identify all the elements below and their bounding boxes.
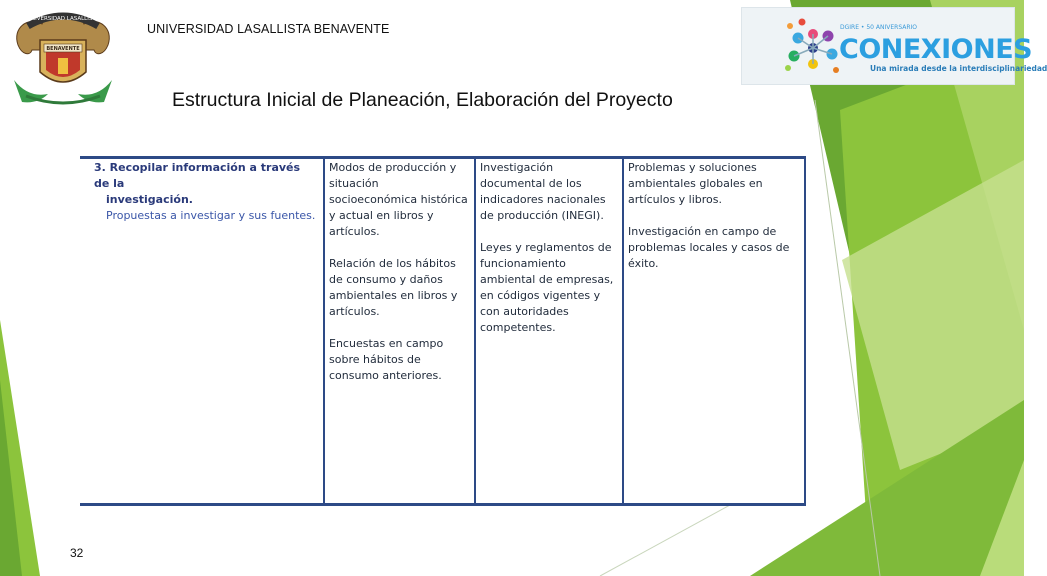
- logo-subtitle: DGIRE • 50 ANIVERSARIO: [840, 24, 918, 31]
- step-heading-line-2: investigación.: [106, 193, 193, 206]
- list-item: Problemas y soluciones ambientales globales en artículos y libros.: [628, 161, 763, 206]
- table-cell-sources-2: [475, 159, 623, 503]
- logo-tagline: Una mirada desde la interdisciplinariedad: [870, 64, 1047, 73]
- list-item: Relación de los hábitos de consumo y daños ambientales en libros y artículos.: [329, 257, 458, 318]
- list-item: Investigación documental de los indicadores nacionales de producción (INEGI).: [480, 161, 606, 222]
- list-item: Encuestas en campo sobre hábitos de consumo anteriores.: [329, 337, 444, 382]
- list-item: Investigación en campo de problemas locales y casos de éxito.: [628, 225, 790, 270]
- crest-banner-text: BENAVENTE: [46, 46, 80, 52]
- institution-name: UNIVERSIDAD LASALLISTA BENAVENTE: [147, 22, 390, 36]
- step-subtext: Propuestas a investigar y sus fuentes.: [106, 209, 316, 222]
- crest-arch-text: UNIVERSIDAD LASALLISTA: [26, 16, 100, 22]
- step-heading-line-1: 3. Recopilar información a través de la: [94, 161, 301, 190]
- logo-wordmark: CONEXIONES: [839, 34, 1033, 65]
- list-item: Leyes y reglamentos de funcionamiento ambiental de empresas, en códigos vigentes y con autoridades competentes.: [480, 241, 614, 334]
- table-cell-sources-1: [324, 159, 475, 503]
- table-cell-step: [80, 159, 324, 503]
- university-crest-logo: [8, 10, 118, 106]
- decor-line-2: [600, 505, 730, 576]
- slide-number: 32: [70, 546, 84, 560]
- table-cell-sources-3: [623, 159, 805, 503]
- step-heading: [84, 160, 319, 208]
- planning-table: [80, 156, 806, 506]
- network-nodes-icon: [780, 14, 846, 80]
- table-row: [80, 159, 805, 503]
- slide-title: Estructura Inicial de Planeación, Elaboración del Proyecto: [172, 89, 673, 111]
- conexiones-logo: [742, 8, 1047, 84]
- list-item: Modos de producción y situación socioeconómica histórica y actual en libros y artículos.: [329, 161, 468, 238]
